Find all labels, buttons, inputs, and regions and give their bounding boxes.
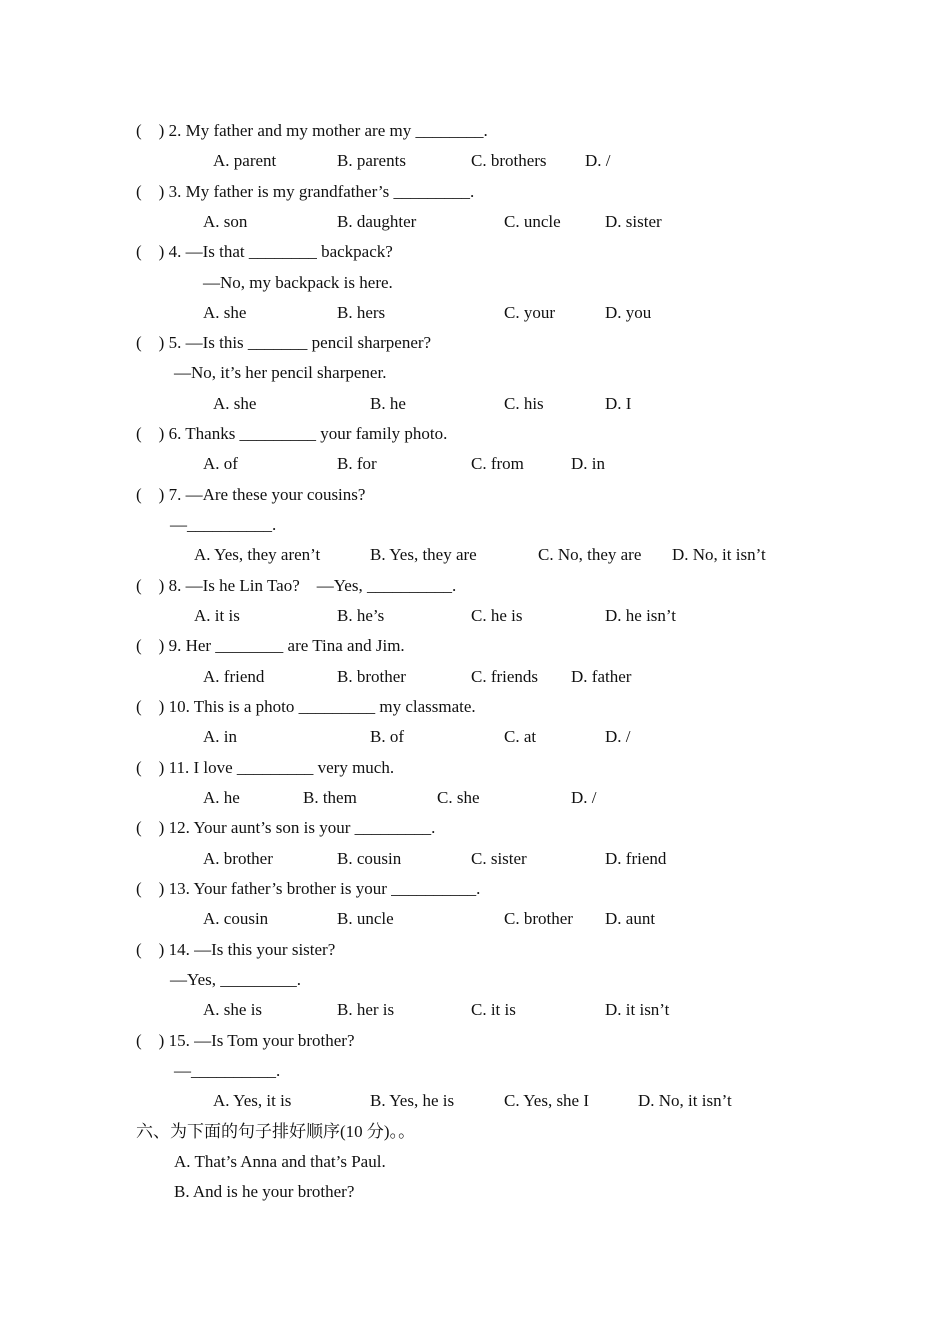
question-14-reply: —Yes, _________. [170,970,301,989]
question-7-reply: —__________. [170,515,277,534]
q15-option-b: B. Yes, he is [370,1091,455,1110]
q12-option-d: D. friend [605,849,667,868]
q5-option-b: B. he [370,394,406,413]
q4-option-d: D. you [605,303,652,322]
q8-option-a: A. it is [194,606,240,625]
q14-option-b: B. her is [337,1000,395,1019]
q13-option-c: C. brother [504,909,573,928]
q11-option-d: D. / [571,788,597,807]
question-14-prompt: ( ) 14. —Is this your sister? [136,940,336,959]
q3-option-b: B. daughter [337,212,417,231]
q15-option-d: D. No, it isn’t [638,1091,732,1110]
q7-option-a: A. Yes, they aren’t [194,545,321,564]
question-9-prompt: ( ) 9. Her ________ are Tina and Jim. [136,636,405,655]
question-13-prompt: ( ) 13. Your father’s brother is your __________. [136,879,481,898]
q3-option-c: C. uncle [504,212,561,231]
q13-option-a: A. cousin [203,909,269,928]
q8-option-c: C. he is [471,606,523,625]
q2-option-b: B. parents [337,151,406,170]
question-5-prompt: ( ) 5. —Is this _______ pencil sharpener? [136,333,432,352]
q5-option-d: D. I [605,394,632,413]
q6-option-a: A. of [203,454,238,473]
q3-option-a: A. son [203,212,248,231]
q10-option-c: C. at [504,727,537,746]
section-6-heading: 六、为下面的句子排好顺序(10 分)。。 [136,1122,416,1141]
q2-option-d: D. / [585,151,611,170]
q5-option-c: C. his [504,394,544,413]
q7-option-b: B. Yes, they are [370,545,477,564]
q9-option-c: C. friends [471,667,539,686]
q13-option-d: D. aunt [605,909,656,928]
question-2-prompt: ( ) 2. My father and my mother are my ________. [136,121,488,140]
q4-option-a: A. she [203,303,247,322]
q13-option-b: B. uncle [337,909,394,928]
q4-option-b: B. hers [337,303,386,322]
q15-option-a: A. Yes, it is [213,1091,292,1110]
q8-option-d: D. he isn’t [605,606,676,625]
q6-option-d: D. in [571,454,605,473]
question-15-prompt: ( ) 15. —Is Tom your brother? [136,1031,355,1050]
q12-option-b: B. cousin [337,849,402,868]
section-6-item-b: B. And is he your brother? [174,1182,355,1201]
q3-option-d: D. sister [605,212,662,231]
q10-option-a: A. in [203,727,237,746]
q14-option-d: D. it isn’t [605,1000,670,1019]
q2-option-c: C. brothers [471,151,547,170]
section-6-item-a: A. That’s Anna and that’s Paul. [174,1152,386,1171]
q8-option-b: B. he’s [337,606,385,625]
q11-option-a: A. he [203,788,240,807]
q9-option-b: B. brother [337,667,406,686]
question-7-prompt: ( ) 7. —Are these your cousins? [136,485,366,504]
q11-option-c: C. she [437,788,480,807]
q14-option-c: C. it is [471,1000,516,1019]
question-6-prompt: ( ) 6. Thanks _________ your family photo. [136,424,448,443]
question-5-reply: —No, it’s her pencil sharpener. [174,363,387,382]
q12-option-c: C. sister [471,849,527,868]
question-10-prompt: ( ) 10. This is a photo _________ my classmate. [136,697,476,716]
q14-option-a: A. she is [203,1000,263,1019]
q11-option-b: B. them [303,788,357,807]
q12-option-a: A. brother [203,849,273,868]
q9-option-d: D. father [571,667,632,686]
q10-option-b: B. of [370,727,404,746]
question-4-prompt: ( ) 4. —Is that ________ backpack? [136,242,393,261]
q4-option-c: C. your [504,303,555,322]
question-3-prompt: ( ) 3. My father is my grandfather’s _________. [136,182,475,201]
question-15-reply: —__________. [174,1061,281,1080]
question-12-prompt: ( ) 12. Your aunt’s son is your _________. [136,818,436,837]
q7-option-d: D. No, it isn’t [672,545,766,564]
question-11-prompt: ( ) 11. I love _________ very much. [136,758,395,777]
q6-option-b: B. for [337,454,377,473]
q2-option-a: A. parent [213,151,277,170]
question-4-reply: —No, my backpack is here. [203,273,393,292]
q10-option-d: D. / [605,727,631,746]
q15-option-c: C. Yes, she I [504,1091,590,1110]
question-8-prompt: ( ) 8. —Is he Lin Tao? —Yes, __________. [136,576,457,595]
q6-option-c: C. from [471,454,524,473]
q7-option-c: C. No, they are [538,545,642,564]
q9-option-a: A. friend [203,667,265,686]
q5-option-a: A. she [213,394,257,413]
